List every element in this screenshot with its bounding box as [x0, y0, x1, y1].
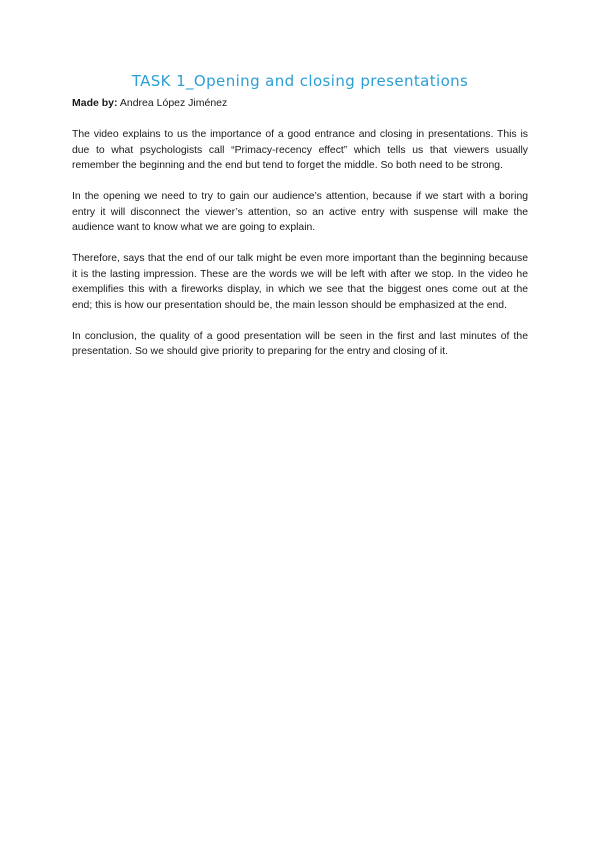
paragraph-4: In conclusion, the quality of a good presentation will be seen in the first and last minutes of the presentation. So we should give priority to preparing for the entry and closing of it. — [72, 330, 528, 357]
document-body — [72, 127, 528, 375]
author-name: Andrea López Jiménez — [119, 97, 228, 109]
paragraph-1: The video explains to us the importance of a good entrance and closing in presentations. This is due to what psychologists call “Primacy-recency effect” which tells us that viewers usually remember the beginning and the end but tend to forget the middle. So both need to be strong. — [72, 129, 528, 171]
paragraph-3: Therefore, says that the end of our talk might be even more important than the beginning because it is the lasting impression. These are the words we will be left with after we stop. In the video he exemplifies this with a fireworks display, in which we see that the biggest ones come out at the end; this is how our presentation should be, the main lesson should be emphasized at the end. — [72, 253, 528, 311]
document-title: TASK 1_Opening and closing presentations — [131, 72, 469, 90]
author-label: Made by: — [72, 97, 118, 109]
author-line — [72, 97, 227, 109]
paragraph-2: In the opening we need to try to gain our audience’s attention, because if we start with a boring entry it will disconnect the viewer’s attention, so an active entry with suspense will make the audience want to know what we are going to explain. — [72, 191, 528, 233]
